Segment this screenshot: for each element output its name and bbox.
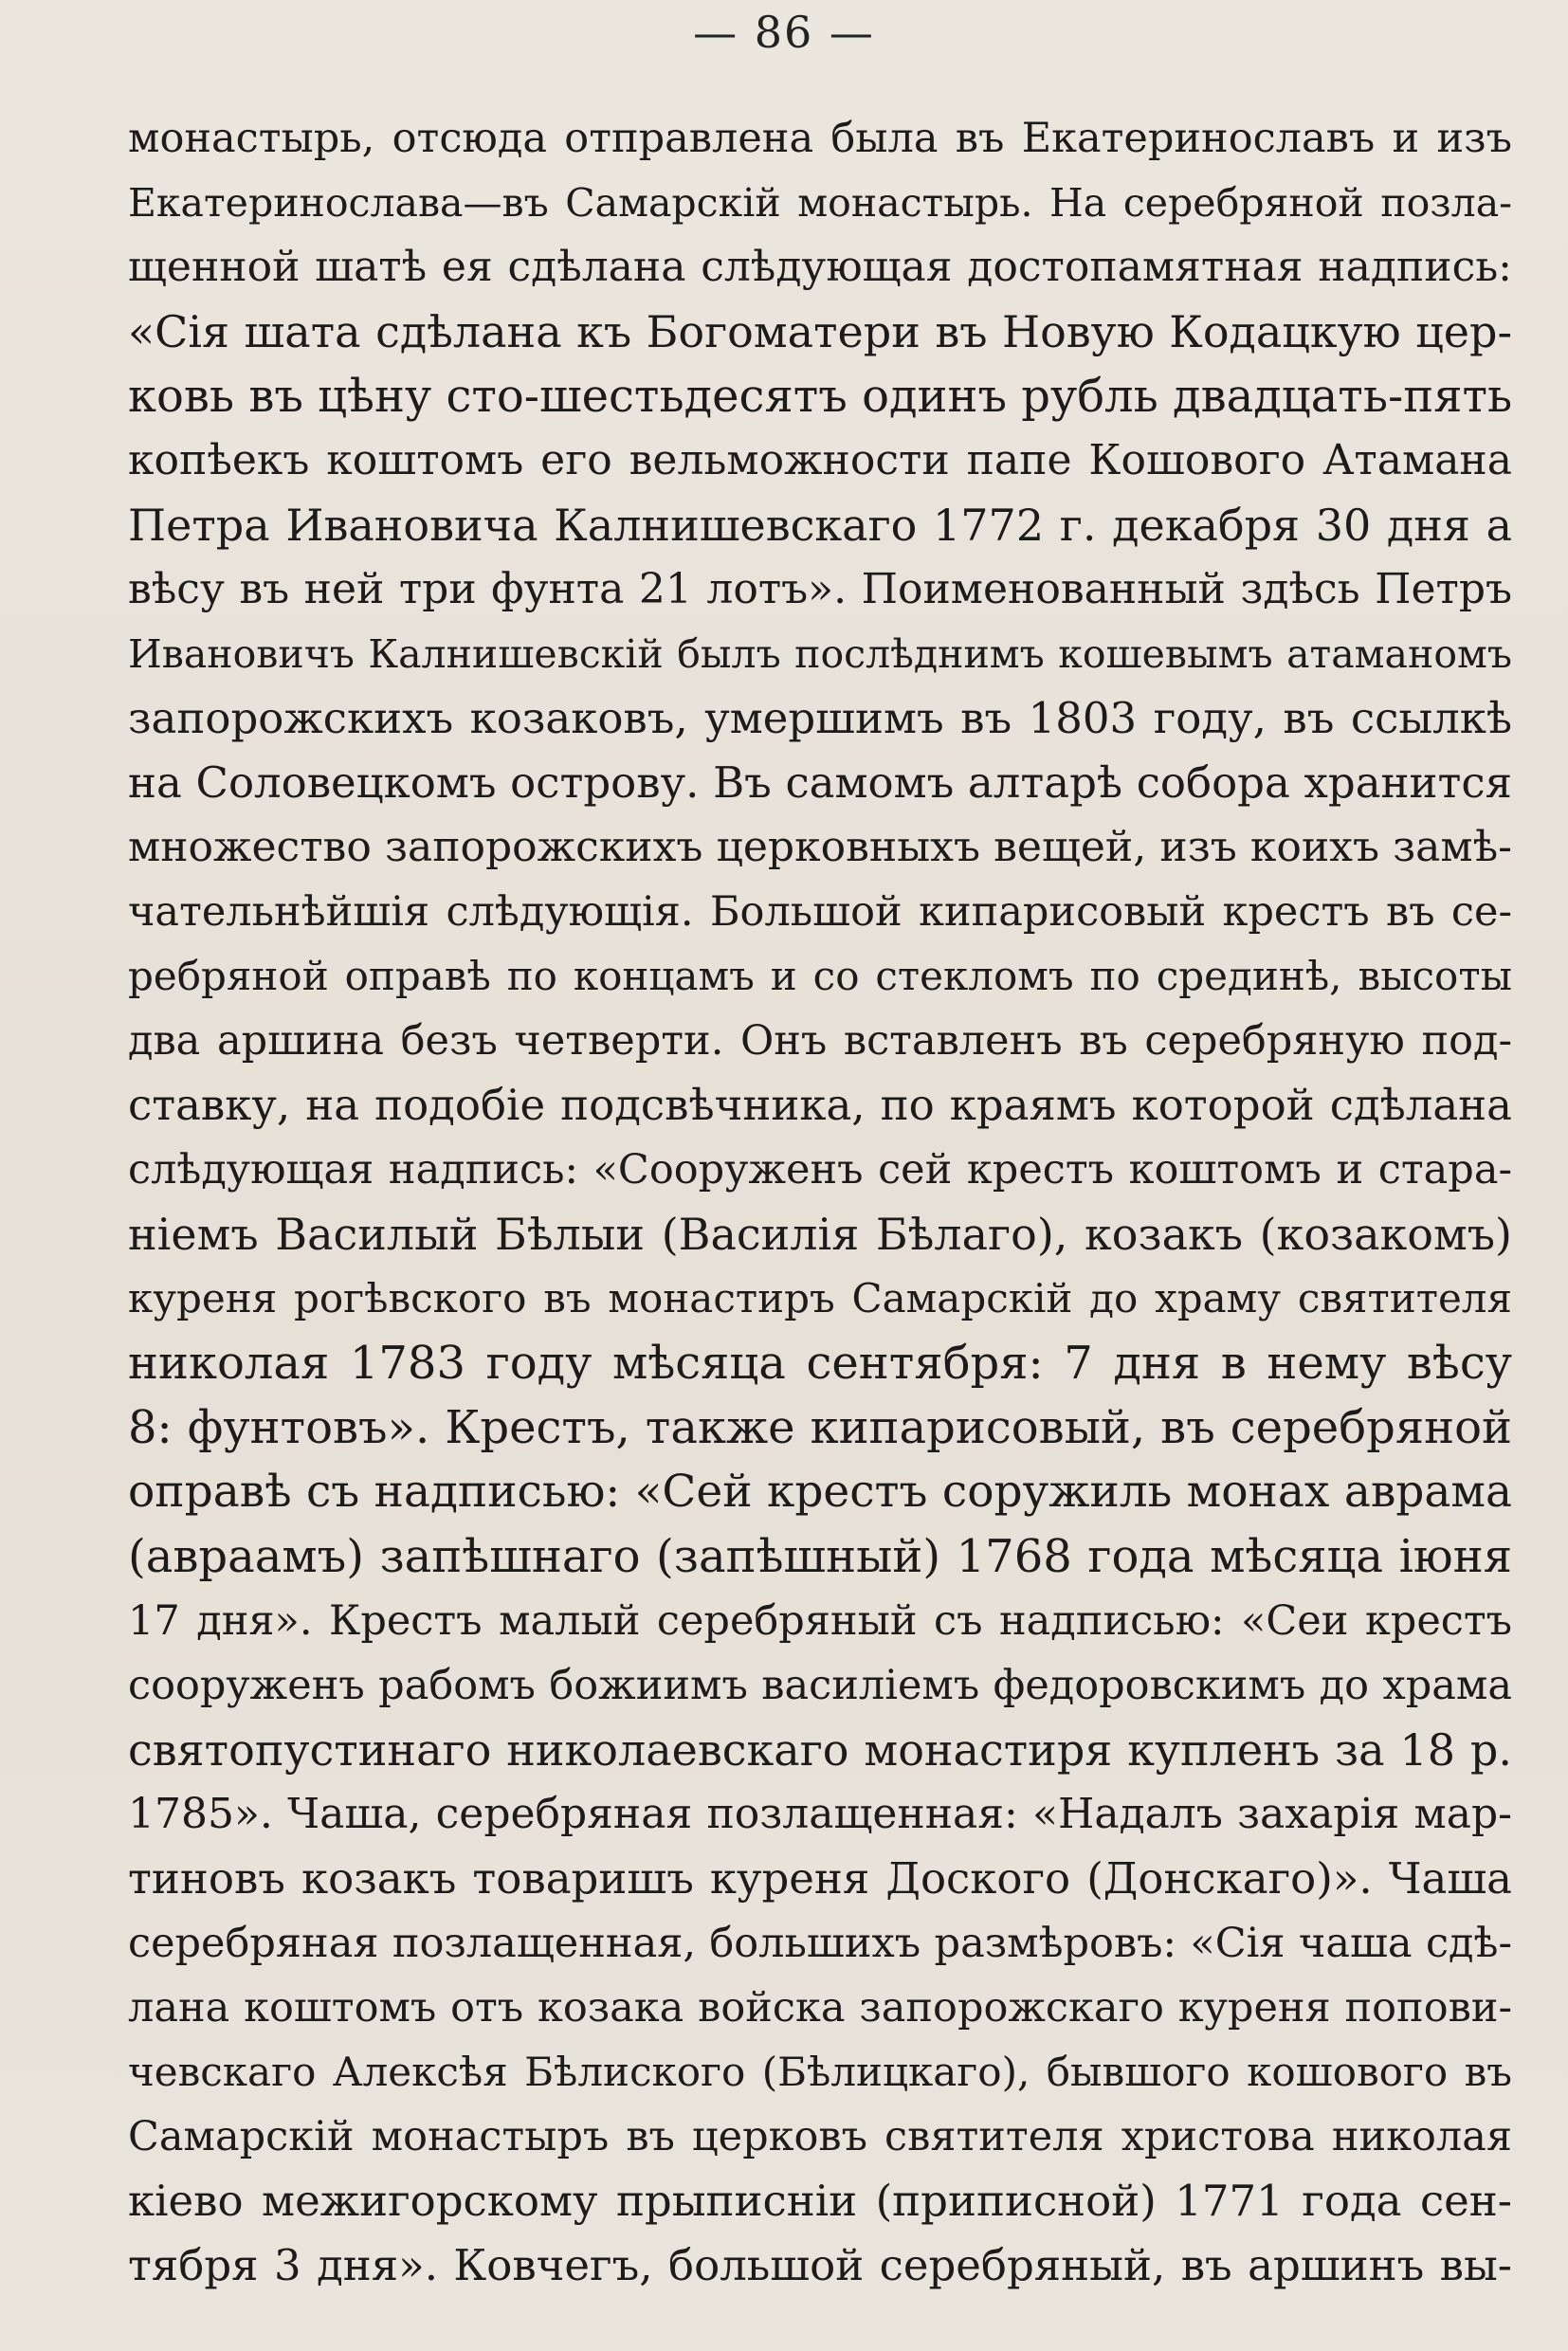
text-line: святопустинаго николаевскаго монастиря купленъ за 18 р. — [128, 1724, 1512, 1776]
text-line: запорожскихъ козаковъ, умершимъ въ 1803 году, въ ссылкѣ — [128, 693, 1512, 743]
text-line: копѣекъ коштомъ его вельможности папе Кошового Атамана — [128, 436, 1512, 484]
text-line: вѣсу въ ней три фунта 21 лотъ». Поименованный здѣсь Петръ — [128, 565, 1512, 613]
text-line: тября 3 дня». Ковчегъ, большой серебряный, въ аршинъ вы- — [128, 2240, 1512, 2290]
text-line: оправѣ съ надписью: «Сей крестъ соружиль монах аврама — [128, 1466, 1512, 1518]
text-line: множество запорожскихъ церковныхъ вещей, изъ коихъ замѣ- — [128, 823, 1512, 871]
text-line: лана коштомъ отъ козака войска запорожскаго куреня попови- — [128, 1984, 1512, 2032]
text-line: два аршина безъ четверти. Онъ вставленъ въ серебряную под- — [128, 1017, 1512, 1065]
text-line: чательнѣйшія слѣдующія. Большой кипарисовый крестъ въ се- — [128, 888, 1512, 936]
page-number: — 86 — — [693, 7, 875, 58]
text-line: (авраамъ) запѣшнаго (запѣшный) 1768 года мѣсяца іюня — [128, 1530, 1512, 1583]
text-line: Екатеринослава—въ Самарскій монастырь. На серебряной позла- — [128, 180, 1512, 226]
text-line: 17 дня». Крестъ малый серебряный съ надписью: «Сеи крестъ — [128, 1597, 1512, 1645]
text-line: на Соловецкомъ острову. Въ самомъ алтарѣ собора хранится — [128, 757, 1512, 808]
text-line: монастырь, отсюда отправлена была въ Екатеринославъ и изъ — [128, 115, 1512, 162]
text-line: ставку, на подобіе подсвѣчника, по краямъ которой сдѣлана — [128, 1080, 1512, 1130]
text-line: Ивановичъ Калнишевскій былъ послѣднимъ кошевымъ атаманомъ — [128, 631, 1512, 677]
text-line: Петра Ивановича Калнишевскаго 1772 г. декабря 30 дня а — [128, 500, 1512, 551]
text-line: серебряная позлащенная, большихъ размѣровъ: «Сія чаша сдѣ- — [128, 1920, 1512, 1967]
text-line: ніемъ Василый Бѣлыи (Василія Бѣлаго), козакъ (козакомъ) — [128, 1209, 1512, 1260]
text-line: сооруженъ рабомъ божиимъ василіемъ федоровскимъ до храма — [128, 1662, 1512, 1709]
text-line: 1785». Чаша, серебряная позлащенная: «Надалъ захарія мар- — [128, 1790, 1512, 1838]
text-line: куреня рогѣвского въ монастиръ Самарскій до храму святителя — [128, 1275, 1512, 1321]
text-line: тиновъ козакъ товаришъ куреня Доского (Донскаго)». Чаша — [128, 1853, 1512, 1904]
text-line: слѣдующая надпись: «Сооруженъ сей крестъ коштомъ и стара- — [128, 1146, 1512, 1194]
text-line: кіево межигорскому прыписніи (приписной) 1771 года сен- — [128, 2176, 1512, 2226]
text-line: ковь въ цѣну сто-шестьдесятъ одинъ рубль двадцать-пять — [128, 370, 1513, 423]
text-line: николая 1783 году мѣсяца сентября: 7 дня в нему вѣсу — [128, 1337, 1512, 1390]
text-line: 8: фунтовъ». Крестъ, также кипарисовый, въ серебряной — [128, 1401, 1512, 1454]
text-line: «Сія шата сдѣлана къ Богоматери въ Новую Кодацкую цер- — [128, 306, 1512, 357]
body-text — [128, 106, 1512, 2298]
text-line: щенной шатѣ ея сдѣлана слѣдующая достопамятная надпись: — [128, 243, 1512, 291]
text-line: Самарскій монастыръ въ церковъ святителя христова николая — [128, 2113, 1512, 2160]
text-line: ребряной оправѣ по концамъ и со стекломъ по срединѣ, высоты — [128, 953, 1512, 999]
text-line: чевскаго Алексѣя Бѣлиского (Бѣлицкаго), бывшого кошового въ — [128, 2049, 1512, 2095]
